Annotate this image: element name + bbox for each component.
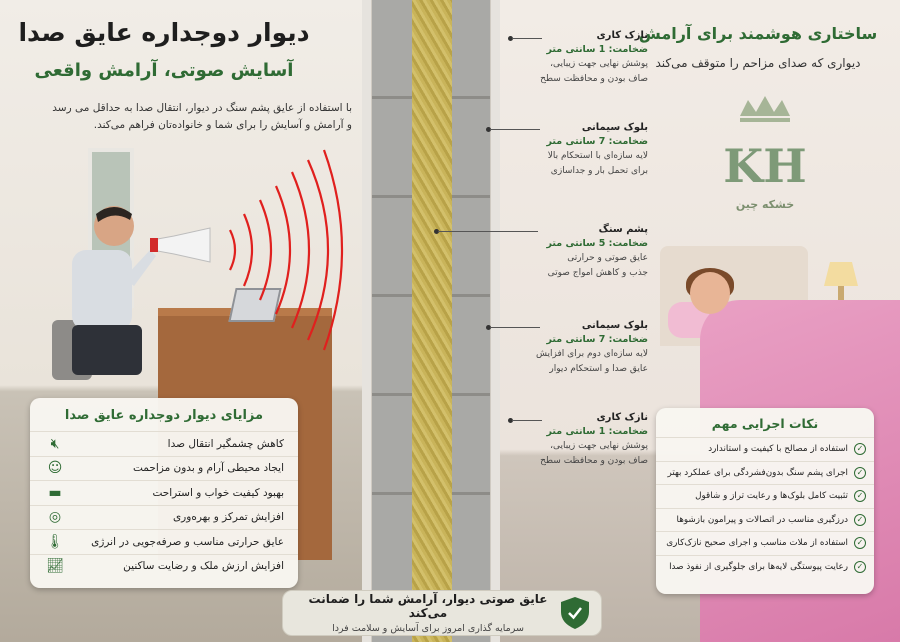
guarantee-banner [282, 590, 602, 636]
layer-annotation-rock-wool: پشم سنگ ضخامت: 5 سانتی متر عایق صوتی و حرارتی جذب و کاهش امواج صوتی [546, 224, 648, 278]
cement-block-layer-right [452, 0, 490, 642]
growth-chart-icon: 📈︎ [46, 558, 64, 575]
benefit-item: افزایش ارزش ملک و رضایت ساکنین 📈︎ [30, 554, 298, 579]
shield-check-icon [561, 597, 589, 629]
plaster-layer-left [362, 0, 372, 642]
layer-annotation-plaster-outer: نازک کاری ضخامت: 1 سانتی متر پوشش نهایی جهت زیبایی، صاف بودن و محافظت سطح [540, 30, 648, 84]
benefits-title: مزایای دیوار دوجداره عایق صدا [64, 408, 264, 423]
benefit-item: ایجاد محیطی آرام و بدون مزاحمت ☺ [30, 456, 298, 481]
benefit-item: عایق حرارتی مناسب و صرفه‌جویی در انرژی 🌡︎ [30, 529, 298, 554]
logo-letters: KH [723, 139, 807, 193]
layer-annotation-block-inner: بلوک سیمانی ضخامت: 7 سانتی متر لایه سازه‌ای دوم برای افزایش عایق صدا و استحکام دیوار [536, 320, 648, 374]
cement-block-layer-left [372, 0, 412, 642]
tip-item: ✓ رعایت پیوستگی لایه‌ها برای جلوگیری از نفوذ صدا [656, 555, 874, 579]
intro-text: با استفاده از عایق پشم سنگ در دیوار، انتقال صدا به حداقل می رسد و آرامش و آسایش را برای شما و خانواده‌تان فراهم می‌کند. [52, 102, 352, 131]
logo-brand-text: خشکه چین [735, 198, 795, 211]
tip-item: ✓ استفاده از ملات مناسب و اجرای صحیح نازک‌کاری [656, 531, 874, 555]
megaphone-icon [150, 228, 216, 262]
rock-wool-layer [412, 0, 452, 642]
thermometer-icon: 🌡︎ [46, 533, 64, 550]
benefit-item: کاهش چشمگیر انتقال صدا 🔇︎ [30, 431, 298, 456]
banner-subtitle: سرمایه گذاری امروز برای آسایش و سلامت فردا [332, 623, 524, 634]
tip-item: ✓ درزگیری مناسب در اتصالات و پیرامون بازشوها [656, 508, 874, 532]
tip-item: ✓ استفاده از مصالح با کیفیت و استاندارد [656, 437, 874, 461]
check-icon: ✓ [854, 490, 866, 502]
tips-title: نکات اجرایی مهم [711, 416, 819, 431]
layer-annotation-block-outer: بلوک سیمانی ضخامت: 7 سانتی متر لایه سازه‌ای با استحکام بالا برای تحمل بار و جداسازی [546, 122, 648, 176]
page-subtitle: آسایش صوتی، آرامش واقعی [34, 60, 294, 81]
wall-cross-section [362, 0, 500, 642]
sound-waves-icon [210, 150, 360, 350]
check-icon: ✓ [854, 443, 866, 455]
plaster-layer-right [490, 0, 500, 642]
shouting-man-illustration [52, 200, 162, 390]
tip-item: ✓ تثبیت کامل بلوک‌ها و رعایت تراز و شاقول [656, 484, 874, 508]
layer-annotation-plaster-inner: نازک کاری ضخامت: 1 سانتی متر پوشش نهایی جهت زیبایی، صاف بودن و محافظت سطح [540, 412, 648, 466]
meditation-icon: ☺ [47, 460, 63, 477]
right-subtitle: دیواری که صدای مزاحم را متوقف می‌کند [655, 56, 861, 70]
tip-item: ✓ اجرای پشم سنگ بدون‌فشردگی برای عملکرد بهتر [656, 461, 874, 485]
right-title: ساختاری هوشمند برای آرامش [638, 24, 878, 43]
tips-card [656, 408, 874, 594]
benefit-item: بهبود کیفیت خواب و استراحت ▬ [30, 480, 298, 505]
bed-icon: ▬ [48, 484, 62, 501]
benefits-card [30, 398, 298, 588]
check-icon: ✓ [854, 514, 866, 526]
mute-speaker-icon: 🔇︎ [50, 435, 60, 452]
sleeping-girl-head [690, 272, 730, 314]
check-icon: ✓ [854, 467, 866, 479]
benefit-item: افزایش تمرکز و بهره‌وری ◎ [30, 505, 298, 530]
check-icon: ✓ [854, 537, 866, 549]
banner-title: عایق صوتی دیوار، آرامش شما را ضمانت می‌کند [308, 592, 548, 620]
target-icon: ◎ [48, 509, 62, 526]
page-title: دیوار دوجداره عایق صدا [18, 18, 310, 47]
check-icon: ✓ [854, 561, 866, 573]
kh-crown-logo [723, 96, 807, 206]
